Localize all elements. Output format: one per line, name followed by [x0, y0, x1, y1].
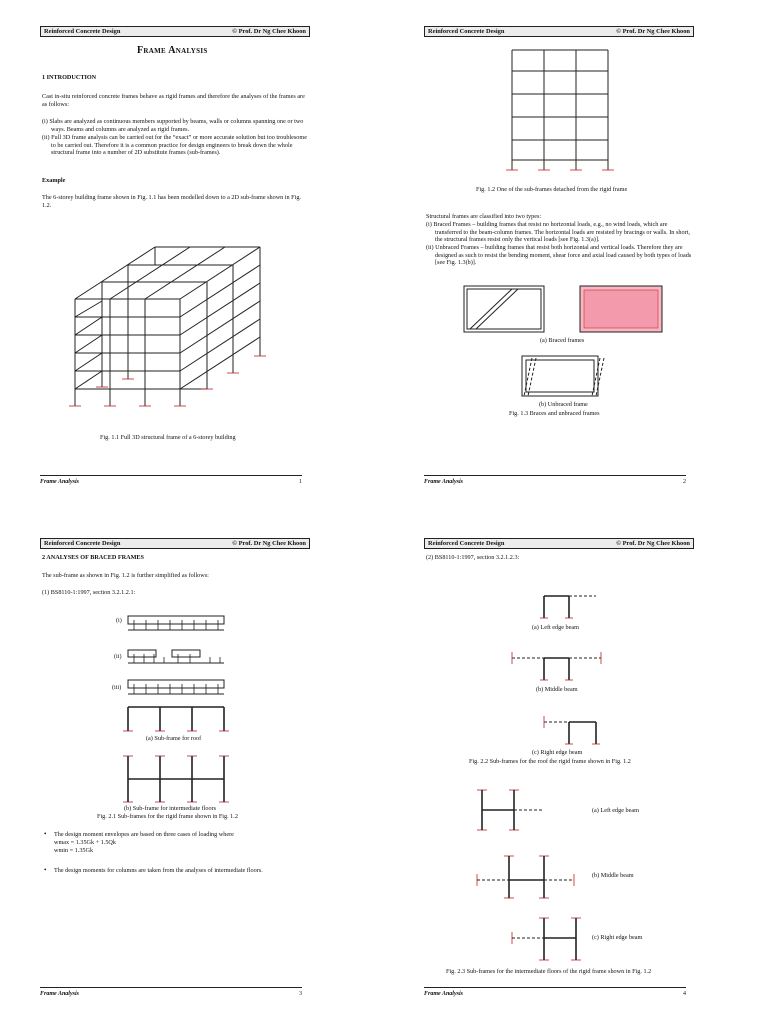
- page-number: 1: [299, 479, 302, 485]
- page-2: [424, 26, 694, 485]
- figure-1-3-caption: Fig. 1.3 Braces and unbraced frames: [509, 410, 600, 417]
- figure-2-2-caption: Fig. 2.2 Sub-frames for the roof the rigid frame shown in Fig. 1.2: [469, 758, 631, 765]
- footer-label: Frame Analysis: [40, 479, 79, 485]
- floor-left-edge-caption: (a) Left edge beam: [592, 807, 639, 814]
- roof-right-edge-figure: [424, 714, 694, 750]
- equation-wmin: wmin = 1.35Gk: [54, 847, 94, 854]
- intro-paragraph: Cast in-situ reinforced concrete frames behave as rigid frames and therefore the analyses of the frames are as follows:: [42, 93, 305, 108]
- clause-text: (2) BS8110-1:1997, section 3.2.1.2.3:: [426, 554, 520, 561]
- roof-middle-figure: [424, 648, 694, 684]
- page-footer: [424, 475, 686, 485]
- footer-label: Frame Analysis: [40, 991, 79, 997]
- braced-frames-figure: [424, 284, 694, 344]
- floor-right-edge-caption: (c) Right edge beam: [592, 934, 643, 941]
- types-intro: Structural frames are classified into two types:: [426, 213, 542, 220]
- type-unbraced: (ii) Unbraced Frames – building frames that resist both horizontal and vertical loads. Therefore they are designed as such to resist the bending moment, shear force and axial load caused by both types of loads [see Fig. 1.3(b)].: [426, 244, 692, 267]
- page-1: [40, 26, 310, 485]
- figure-2-1-caption: Fig. 2.1 Sub-frames for the rigid frame shown in Fig. 1.2: [97, 813, 238, 820]
- header-course: Reinforced Concrete Design: [44, 28, 121, 35]
- list-item-ii: (ii) Full 3D frame analysis can be carried out for the “exact” or more accurate solution but too troublesome to be carried out. Therefore it is a common practice for design engineers to break down the whole structural frame into a number of 2D substitute frames (sub-frames).: [42, 134, 307, 157]
- header-author: © Prof. Dr Ng Chee Khoon: [232, 28, 306, 35]
- floor-middle-figure: [424, 852, 694, 902]
- load-case-ii-label: (ii): [114, 653, 122, 660]
- floor-left-edge-figure: [424, 786, 694, 836]
- clause-text: (1) BS8110-1:1997, section 3.2.1.2.1:: [42, 589, 136, 596]
- figure-1-2-caption: Fig. 1.2 One of the sub-frames detached from the rigid frame: [476, 186, 628, 193]
- page-footer: [424, 987, 686, 997]
- roof-subframe-caption: (a) Sub-frame for roof: [146, 735, 202, 742]
- unbraced-frame-caption: (b) Unbraced frame: [539, 401, 588, 408]
- moment-envelope-text: The design moment envelopes are based on three cases of loading where: [54, 831, 234, 838]
- page-footer: [40, 475, 302, 485]
- list-item-i: (i) Slabs are analyzed as continuous members supported by beams, walls or columns spanning one or two ways. Beams and columns are analyzed as rigid frames.: [42, 118, 304, 133]
- header-author: © Prof. Dr Ng Chee Khoon: [616, 28, 690, 35]
- load-cases-figure: [40, 608, 310, 708]
- page-footer: [40, 987, 302, 997]
- braced-frames-caption: (a) Braced frames: [540, 337, 585, 344]
- footer-label: Frame Analysis: [424, 479, 463, 485]
- header-author: © Prof. Dr Ng Chee Khoon: [232, 540, 306, 547]
- load-case-i-label: (i): [116, 617, 122, 624]
- unbraced-frame-figure: [424, 354, 694, 404]
- frame-3d-figure: [40, 211, 310, 421]
- figure-2-3-caption: Fig. 2.3 Sub-frames for the intermediate floors of the rigid frame shown in Fig. 1.2: [446, 968, 652, 975]
- type-braced: (i) Braced Frames – building frames that resist no horizontal loads, e.g., no wind loads, which are transferred to the beam-column frames. The horizontal loads are resisted by bracings or walls. In short, the structural frames resist only the vertical loads [see Fig. 1.3(a)].: [426, 221, 690, 244]
- section-heading: 1 INTRODUCTION: [42, 74, 97, 81]
- equation-wmax: wmax = 1.35Gk + 1.5Qk: [54, 839, 116, 846]
- page-header: [424, 538, 694, 549]
- page-header: [40, 538, 310, 549]
- figure-1-1-caption: Fig. 1.1 Full 3D structural frame of a 6-storey building: [100, 434, 236, 441]
- page-header: [424, 26, 694, 37]
- bullet-dot: •: [44, 830, 47, 838]
- page-number: 3: [299, 991, 302, 997]
- bullet-dot: •: [44, 866, 47, 874]
- header-course: Reinforced Concrete Design: [428, 28, 505, 35]
- page-3: [40, 538, 310, 997]
- roof-right-edge-caption: (c) Right edge beam: [532, 749, 583, 756]
- column-moments-text: The design moments for columns are taken from the analyses of intermediate floors.: [54, 867, 263, 874]
- header-course: Reinforced Concrete Design: [428, 540, 505, 547]
- page-number: 2: [683, 479, 686, 485]
- subframe-figure: [424, 46, 694, 186]
- header-author: © Prof. Dr Ng Chee Khoon: [616, 540, 690, 547]
- page-header: [40, 26, 310, 37]
- intro-text: The sub-frame as shown in Fig. 1.2 is further simplified as follows:: [42, 572, 209, 579]
- page-4: [424, 538, 694, 997]
- floor-subframe-caption: (b) Sub-frame for intermediate floors: [124, 805, 217, 812]
- example-text: The 6-storey building frame shown in Fig. 1.1 has been modelled down to a 2D sub-frame shown in Fig. 1.2.: [42, 194, 301, 209]
- page-title: Frame Analysis: [137, 45, 208, 56]
- floor-middle-caption: (b) Middle beam: [592, 872, 634, 879]
- footer-label: Frame Analysis: [424, 991, 463, 997]
- floor-subframe-figure: [40, 752, 310, 812]
- page-number: 4: [683, 991, 686, 997]
- floor-right-edge-figure: [424, 914, 694, 964]
- roof-left-edge-caption: (a) Left edge beam: [532, 624, 579, 631]
- load-case-iii-label: (iii): [112, 684, 122, 691]
- section-heading: 2 ANALYSES OF BRACED FRAMES: [42, 554, 144, 561]
- roof-middle-caption: (b) Middle beam: [536, 686, 578, 693]
- header-course: Reinforced Concrete Design: [44, 540, 121, 547]
- roof-left-edge-figure: [424, 588, 694, 622]
- example-heading: Example: [42, 177, 66, 184]
